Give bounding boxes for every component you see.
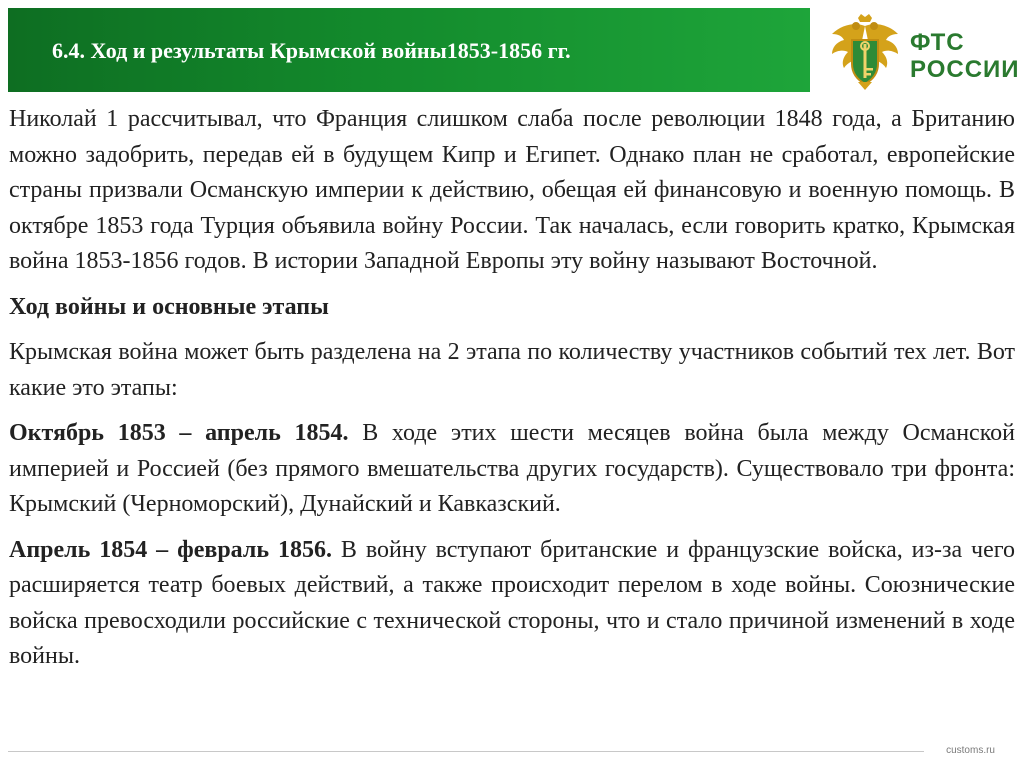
paragraph-stage-2 xyxy=(9,533,1015,675)
stage-2-period: Апрель 1854 – февраль 1856. xyxy=(9,536,332,563)
paragraph-stages-intro: Крымская война может быть разделена на 2 этапа по количеству участников событий тех лет. Вот какие это этапы: xyxy=(9,339,1015,401)
logo-text-line2: РОССИИ xyxy=(910,56,1020,83)
paragraph-stage-1 xyxy=(9,416,1015,523)
stage-1-text: В ходе этих шести месяцев война была между Османской империей и Россией (без прямого вмешательства других государств). Существовало три фронта: Крымский (Черноморский), Дунайский и Кавказский. xyxy=(9,420,1015,517)
stage-1-period: Октябрь 1853 – апрель 1854. xyxy=(9,420,349,446)
section-heading: Ход войны и основные этапы xyxy=(9,293,329,320)
slide-title: 6.4. Ход и результаты Крымской войны1853-1856 гг. xyxy=(52,38,571,63)
footer-divider xyxy=(8,751,924,752)
logo-text-line1: ФТС xyxy=(910,29,965,56)
double-headed-eagle-emblem-icon xyxy=(828,12,902,92)
paragraph-intro: Николай 1 рассчитывал, что Франция слишком слаба после революции 1848 года, а Британию можно задобрить, передав ей в будущем Кипр и Египет. Однако план не сработал, европейские страны призвали Османскую империи к действию, обещая ей финансовую и военную помощь. В октябре 1853 года Турция объявила войну России. Так началась, если говорить кратко, Крымская война 1853-1856 годов. В истории Западной Европы эту войну называют Восточной. xyxy=(9,106,1015,274)
footer-site: customs.ru xyxy=(943,745,998,756)
title-band xyxy=(8,8,810,92)
slide-body xyxy=(9,102,1015,675)
stage-2-text: В войну вступают британские и французские войска, из-за чего расширяется театр боевых действий, а также происходит перелом в ходе войны. Союзнические войска превосходили российские с технической стороны, что и стало причиной изменений в ходе войны. xyxy=(9,536,1016,669)
fts-logo xyxy=(828,8,1018,92)
slide-header xyxy=(0,0,1024,100)
